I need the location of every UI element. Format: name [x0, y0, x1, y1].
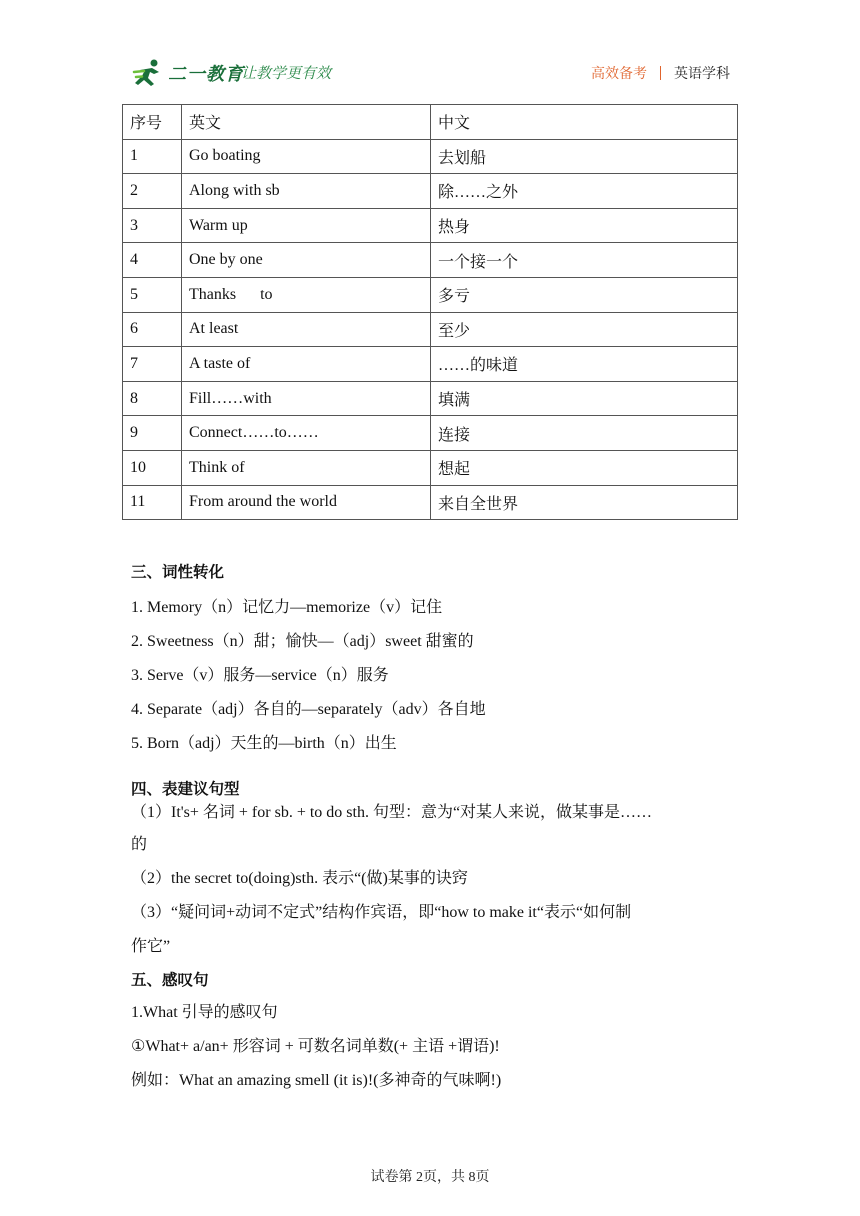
- row-number: 10: [123, 450, 182, 485]
- row-number: 9: [123, 416, 182, 451]
- table-row: [123, 277, 738, 312]
- pattern-item-2: （2）the secret to(doing)sth. 表示“(做)某事的诀窍: [131, 870, 468, 887]
- exclamation-pattern: ①What+ a/an+ 形容词 + 可数名词单数(+ 主语 +谓语)!: [131, 1038, 500, 1055]
- exclamation-example: 例如：What an amazing smell (it is)!(多神奇的气味啊!): [131, 1072, 502, 1089]
- row-english: Along with sb: [182, 174, 431, 209]
- vocabulary-table: [122, 104, 738, 520]
- table-row: [123, 174, 738, 209]
- row-english: Thanks to: [182, 277, 431, 312]
- table-row: [123, 208, 738, 243]
- word-form-item: 5. Born（adj）天生的—birth（n）出生: [131, 735, 397, 752]
- row-english: From around the world: [182, 485, 431, 520]
- column-header-chinese: 中文: [431, 105, 738, 140]
- row-english: One by one: [182, 243, 431, 278]
- row-chinese: 至少: [431, 312, 738, 347]
- row-chinese: 来自全世界: [431, 485, 738, 520]
- pattern-item-3-wrap: 作它”: [131, 938, 171, 955]
- column-header-number: 序号: [123, 105, 182, 140]
- row-chinese: 热身: [431, 208, 738, 243]
- runner-logo-icon: [132, 58, 166, 88]
- main-content: [131, 560, 731, 1098]
- page-header: [0, 0, 860, 104]
- table-row: [123, 381, 738, 416]
- table-row: [123, 450, 738, 485]
- row-number: 7: [123, 347, 182, 382]
- row-english: Think of: [182, 450, 431, 485]
- row-number: 11: [123, 485, 182, 520]
- row-number: 3: [123, 208, 182, 243]
- row-number: 8: [123, 381, 182, 416]
- row-english: Warm up: [182, 208, 431, 243]
- header-tag-exam-prep: 高效备考: [591, 65, 647, 81]
- word-form-item: 2. Sweetness（n）甜；愉快—（adj）sweet 甜蜜的: [131, 633, 474, 650]
- row-chinese: 一个接一个: [431, 243, 738, 278]
- section-title-word-forms: 三、词性转化: [131, 563, 225, 581]
- row-number: 2: [123, 174, 182, 209]
- row-chinese: 连接: [431, 416, 738, 451]
- row-chinese: 多亏: [431, 277, 738, 312]
- column-header-english: 英文: [182, 105, 431, 140]
- logo-slogan: 让教学更有效: [241, 65, 332, 82]
- word-form-item: 3. Serve（v）服务—service（n）服务: [131, 667, 389, 684]
- row-number: 5: [123, 277, 182, 312]
- row-chinese: ……的味道: [431, 347, 738, 382]
- row-number: 6: [123, 312, 182, 347]
- header-tag-subject: 英语学科: [674, 65, 730, 81]
- table-row: [123, 243, 738, 278]
- header-divider: [660, 66, 661, 80]
- header-tags: [591, 63, 730, 83]
- row-english: Connect……to……: [182, 416, 431, 451]
- exclamation-subheading: 1.What 引导的感叹句: [131, 1004, 278, 1021]
- table-row: [123, 416, 738, 451]
- pattern-item-1: （1）It's+ 名词 + for sb. + to do sth. 句型：意为“对某人来说，做某事是……: [131, 804, 653, 821]
- row-english: Go boating: [182, 139, 431, 174]
- table-header-row: [123, 105, 738, 140]
- row-chinese: 除……之外: [431, 174, 738, 209]
- section-title-exclamations: 五、感叹句: [131, 971, 209, 989]
- row-chinese: 填满: [431, 381, 738, 416]
- table-row: [123, 347, 738, 382]
- row-number: 4: [123, 243, 182, 278]
- pattern-item-3: （3）“疑问词+动词不定式”结构作宾语，即“how to make it“表示“如何制: [131, 904, 632, 921]
- row-number: 1: [123, 139, 182, 174]
- row-chinese: 想起: [431, 450, 738, 485]
- section-title-suggestion-patterns: 四、表建议句型: [131, 780, 240, 798]
- logo-brand-text: 二一教育: [168, 64, 244, 84]
- row-english: Fill……with: [182, 381, 431, 416]
- page-footer: 试卷第 2页，共 8页: [370, 1170, 490, 1185]
- row-chinese: 去划船: [431, 139, 738, 174]
- table-row: [123, 312, 738, 347]
- logo: [132, 58, 352, 88]
- row-english: At least: [182, 312, 431, 347]
- pattern-item-1-wrap: 的: [131, 836, 148, 853]
- row-english: A taste of: [182, 347, 431, 382]
- table-row: [123, 139, 738, 174]
- word-form-item: 4. Separate（adj）各自的—separately（adv）各自地: [131, 701, 486, 718]
- word-form-item: 1. Memory（n）记忆力—memorize（v）记住: [131, 599, 443, 616]
- table-row: [123, 485, 738, 520]
